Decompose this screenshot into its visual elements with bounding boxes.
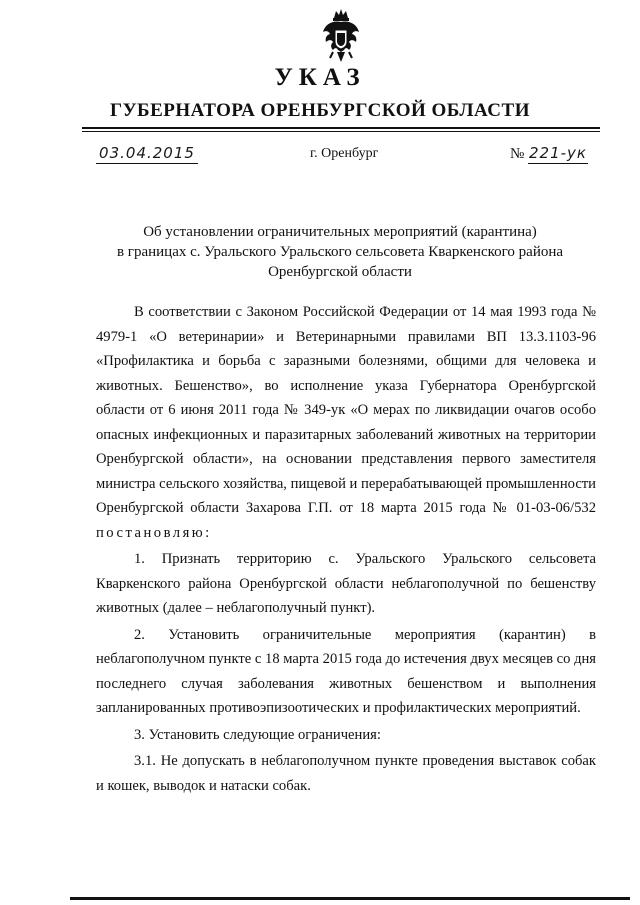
page-edge-line [70, 897, 630, 900]
item-3: 3. Установить следующие ограничения: [134, 726, 381, 743]
header-rule-thin [82, 131, 600, 132]
decree-city: г. Оренбург [310, 146, 379, 161]
decree-body [96, 300, 596, 798]
heading-line: в границах с. Уральского Уральского сельсовета Кваркенского района [116, 244, 564, 260]
decree-heading [100, 222, 580, 282]
item-1: 1. Признать территорию с. Уральского Уральского сельсовета Кваркенского района Оренбургской области неблагополучной по бешенству животных (далее – неблагополучный пункт). [96, 551, 596, 616]
heading-line: Оренбургской области [268, 264, 412, 280]
coat-of-arms-icon [321, 8, 361, 64]
document-subtitle: ГУБЕРНАТОРА ОРЕНБУРГСКОЙ ОБЛАСТИ [110, 100, 530, 121]
decree-date: 03.04.2015 [96, 144, 198, 164]
intro-text: В соответствии с Законом Российской Федерации от 14 мая 1993 года № 4979-1 «О ветеринарии» и Ветеринарными правилами ВП 13.3.1103-96 «Профилактика и борьба с заразными болезнями, общими для человека и животных. Бешенство», во исполнение указа Губернатора Оренбургской области от 6 июня 2011 года № 349-ук «О мерах по ликвидации очагов особо опасных инфекционных и паразитарных заболеваний животных на территории Оренбургской области», на основании представления первого заместителя министра сельского хозяйства, пищевой и перерабатывающей промышленности Оренбургской области Захарова Г.П. от 18 марта 2015 года № 01-03-06/532 [96, 304, 596, 516]
decree-word: постановляю: [96, 524, 212, 541]
header-rule [82, 127, 600, 129]
document-title: УКАЗ [274, 64, 366, 91]
intro-paragraph [96, 300, 596, 545]
decree-number: 221-ук [529, 144, 587, 162]
item-3-1: 3.1. Не допускать в неблагополучном пункте проведения выставок собак и кошек, выводок и натаски собак. [96, 753, 596, 794]
number-label: № [510, 146, 525, 162]
item-2: 2. Установить ограничительные мероприятия (карантин) в неблагополучном пункте с 18 марта 2015 года до истечения двух месяцев со дня последнего случая заболевания животных бешенством и выполнения запланированных противоэпизоотических и профилактических мероприятий. [96, 626, 597, 716]
heading-line: Об установлении ограничительных мероприятий (карантина) [143, 224, 537, 240]
